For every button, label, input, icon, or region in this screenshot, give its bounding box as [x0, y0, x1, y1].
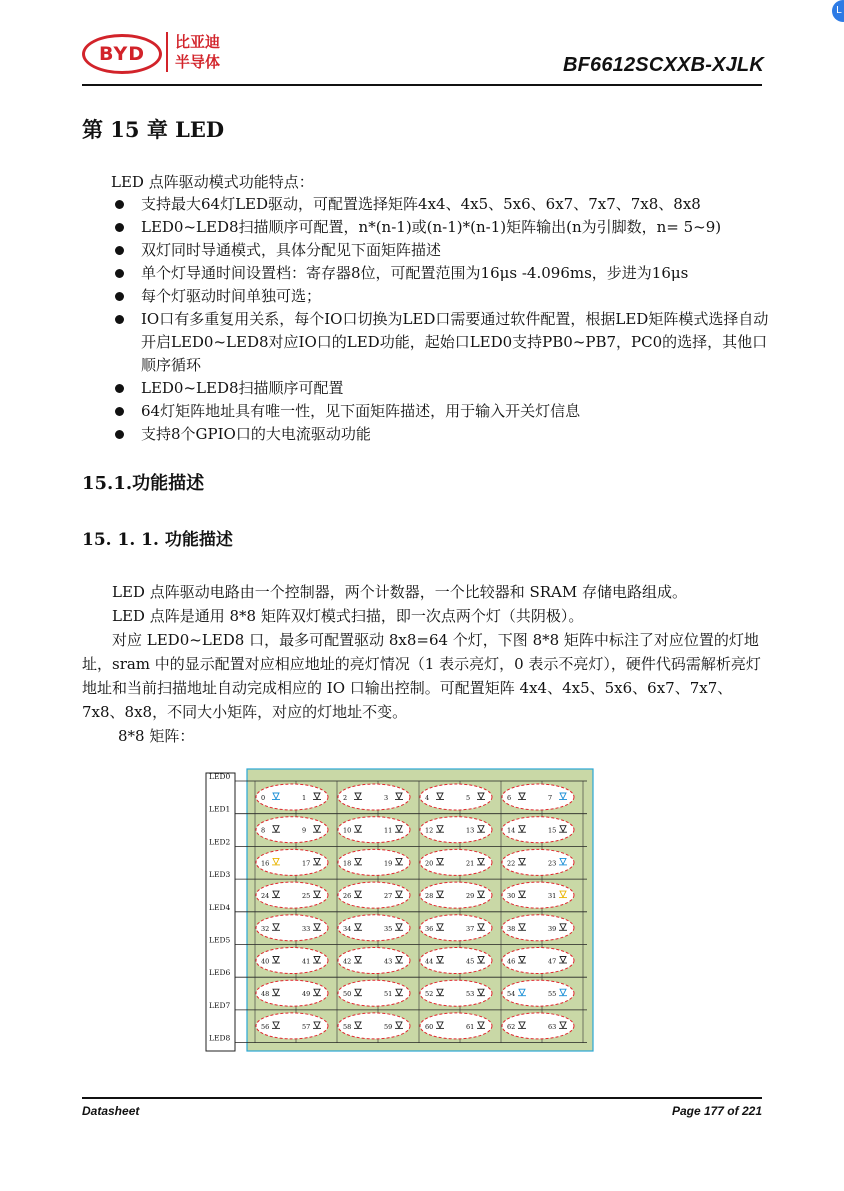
led-row-label: LED0 — [209, 772, 231, 781]
led-address-label: 27 — [384, 892, 393, 901]
feature-item: 64灯矩阵地址具有唯一性，见下面矩阵描述，用于输入开关灯信息 — [111, 400, 771, 423]
led-row-label: LED5 — [209, 935, 231, 945]
led-address-label: 2 — [343, 794, 348, 802]
led-address-label: 47 — [548, 957, 557, 966]
led-address-label: 5 — [466, 794, 471, 802]
led-address-label: 33 — [302, 924, 311, 933]
led-address-label: 37 — [466, 924, 475, 933]
led-row-label: LED1 — [209, 804, 231, 814]
description-body — [82, 580, 762, 748]
led-address-label: 46 — [507, 957, 516, 966]
led-address-label: 19 — [384, 859, 393, 868]
led-address-label: 6 — [507, 794, 512, 802]
logo-cn-line2: 半导体 — [175, 53, 221, 71]
led-pair-oval — [420, 784, 492, 810]
led-address-label: 50 — [343, 990, 352, 999]
feature-item: 双灯同时导通模式，具体分配见下面矩阵描述 — [111, 239, 771, 262]
led-address-label: 11 — [384, 826, 393, 835]
led-address-label: 17 — [302, 859, 311, 868]
footer-divider — [82, 1097, 762, 1099]
feature-item: 支持最大64灯LED驱动，可配置选择矩阵4x4、4x5、5x6、6x7、7x7、7x8、8x8 — [111, 193, 771, 216]
led-address-label: 25 — [302, 892, 311, 901]
matrix-caption: 8*8 矩阵： — [118, 727, 195, 745]
led-address-label: 42 — [343, 957, 352, 966]
led-address-label: 43 — [384, 957, 393, 966]
led-address-label: 3 — [384, 794, 389, 802]
led-address-label: 59 — [384, 1022, 393, 1031]
led-address-label: 14 — [507, 826, 516, 835]
feature-item: 单个灯导通时间设置档：寄存器8位，可配置范围为16μs -4.096ms，步进为16μs — [111, 262, 771, 285]
led-address-label: 41 — [302, 957, 311, 966]
led-address-label: 57 — [302, 1022, 311, 1031]
led-address-label: 20 — [425, 859, 434, 868]
led-address-label: 10 — [343, 826, 352, 835]
led-row-label: LED6 — [209, 968, 231, 978]
led-address-label: 22 — [507, 859, 516, 868]
led-row-label: LED3 — [209, 870, 231, 880]
led-address-label: 15 — [548, 826, 557, 835]
led-address-label: 24 — [261, 892, 270, 901]
led-address-label: 23 — [548, 859, 557, 868]
document-title: BF6612SCXXB-XJLK — [562, 54, 764, 76]
led-row-label: LED2 — [209, 837, 231, 847]
led-address-label: 13 — [466, 826, 475, 835]
led-pair-oval — [338, 784, 410, 810]
led-address-label: 53 — [466, 990, 475, 999]
page-number: Page 177 of 221 — [671, 1104, 762, 1118]
led-address-label: 62 — [507, 1022, 516, 1031]
led-address-label: 63 — [548, 1022, 557, 1031]
feature-item: 支持8个GPIO口的大电流驱动功能 — [111, 423, 771, 446]
logo-cn-line1: 比亚迪 — [175, 33, 221, 51]
led-address-label: 4 — [425, 794, 430, 802]
led-address-label: 38 — [507, 924, 516, 933]
led-address-label: 9 — [302, 826, 307, 835]
led-address-label: 40 — [261, 957, 270, 966]
led-matrix-svg — [205, 768, 595, 1053]
led-address-label: 58 — [343, 1022, 352, 1031]
matrix-panel — [247, 769, 593, 1051]
led-address-label: 51 — [384, 990, 393, 999]
feature-item: IO口有多重复用关系，每个IO口切换为LED口需要通过软件配置，根据LED矩阵模式选择自动开启LED0~LED8对应IO口的LED功能，起始口LED0支持PB0~PB7，PC0的选择，其他口顺序循环 — [111, 308, 771, 377]
led-address-label: 49 — [302, 990, 311, 999]
led-address-label: 54 — [507, 990, 516, 999]
feature-item: 每个灯驱动时间单独可选； — [111, 285, 771, 308]
feature-item: LED0~LED8扫描顺序可配置，n*(n-1)或(n-1)*(n-1)矩阵输出(n为引脚数，n= 5~9) — [111, 216, 771, 239]
led-address-label: 56 — [261, 1022, 270, 1031]
led-row-label: LED7 — [209, 1000, 231, 1010]
logo-separator — [166, 32, 168, 72]
section-heading: 15.1.功能描述 — [82, 473, 205, 494]
led-row-label: LED8 — [209, 1033, 231, 1043]
led-row-label: LED4 — [209, 902, 231, 912]
led-address-label: 39 — [548, 924, 557, 933]
feature-item: LED0~LED8扫描顺序可配置 — [111, 377, 771, 400]
paragraph-2: LED 点阵是通用 8*8 矩阵双灯模式扫描，即一次点两个灯（共阴极）。 — [112, 607, 584, 625]
led-address-label: 61 — [466, 1022, 475, 1031]
led-address-label: 32 — [261, 924, 270, 933]
led-address-label: 21 — [466, 859, 475, 868]
footer-label: Datasheet — [82, 1104, 140, 1118]
led-address-label: 26 — [343, 892, 352, 901]
led-address-label: 52 — [425, 990, 434, 999]
led-address-label: 1 — [302, 794, 307, 802]
led-address-label: 29 — [466, 892, 475, 901]
led-address-label: 12 — [425, 826, 434, 835]
company-logo — [82, 30, 242, 76]
byd-logo-mark: BYD — [82, 34, 162, 74]
led-address-label: 34 — [343, 924, 352, 933]
subsection-heading: 15. 1. 1. 功能描述 — [82, 530, 233, 550]
led-address-label: 18 — [343, 859, 352, 868]
led-pair-oval — [256, 817, 328, 843]
feature-intro: LED 点阵驱动模式功能特点： — [111, 173, 314, 191]
led-address-label: 60 — [425, 1022, 434, 1031]
led-address-label: 55 — [548, 990, 557, 999]
led-address-label: 7 — [548, 794, 553, 802]
led-address-label: 8 — [261, 826, 266, 835]
led-address-label: 0 — [261, 794, 266, 802]
corner-badge[interactable]: L — [832, 0, 844, 22]
led-address-label: 35 — [384, 924, 393, 933]
led-matrix-diagram — [205, 768, 595, 1053]
paragraph-3: 对应 LED0~LED8 口，最多可配置驱动 8x8=64 个灯，下图 8*8 矩阵中标注了对应位置的灯地址，sram 中的显示配置对应相应地址的亮灯情况（1 表示亮灯，0 表示不亮灯），硬件代码需解析亮灯地址和当前扫描地址自动完成相应的 IO 口输出控制。可配置矩阵 4x4、4x5、5x6、6x7、7x7、7x8、8x8，不同大小矩阵，对应的灯地址不变。 — [82, 631, 761, 721]
led-address-label: 16 — [261, 859, 270, 868]
led-address-label: 44 — [425, 957, 434, 966]
led-address-label: 31 — [548, 892, 557, 901]
led-address-label: 36 — [425, 924, 434, 933]
header-divider — [82, 84, 762, 86]
led-pair-oval — [502, 784, 574, 810]
led-address-label: 28 — [425, 892, 434, 901]
chapter-title: 第 15 章 LED — [82, 117, 225, 142]
paragraph-1: LED 点阵驱动电路由一个控制器，两个计数器，一个比较器和 SRAM 存储电路组成。 — [112, 583, 688, 601]
feature-list — [111, 193, 771, 446]
led-address-label: 45 — [466, 957, 475, 966]
led-address-label: 48 — [261, 990, 270, 999]
led-address-label: 30 — [507, 892, 516, 901]
led-pair-oval — [256, 784, 328, 810]
